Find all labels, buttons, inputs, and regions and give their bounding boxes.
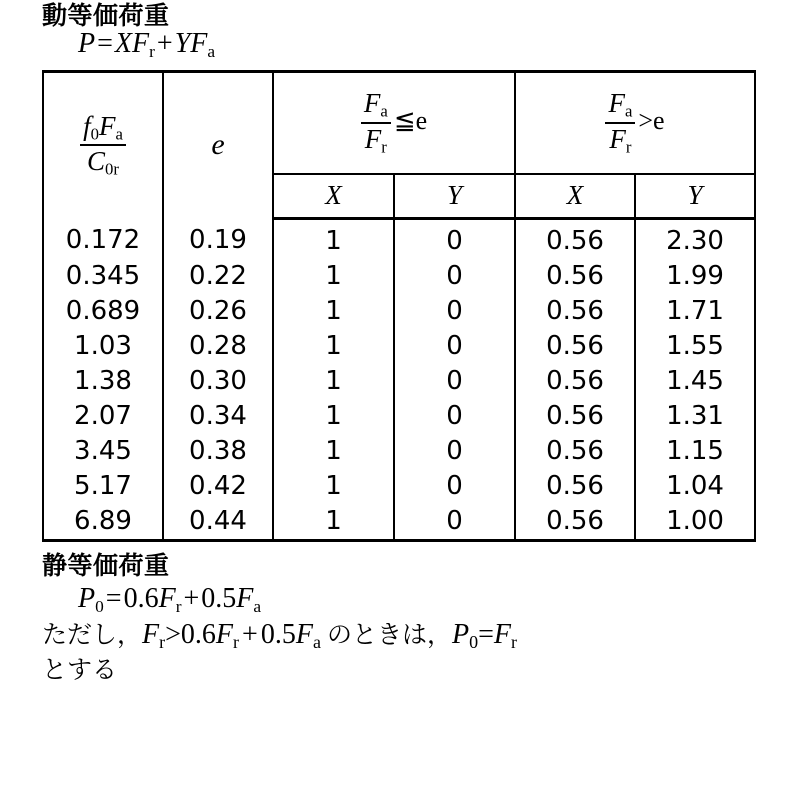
cell-f0fa-c0r: 2.07	[43, 399, 163, 434]
note-fa: F	[295, 619, 313, 651]
cell-gt-y: 1.31	[635, 399, 755, 434]
note-p0: P	[451, 619, 470, 651]
static-formula-coefficient-2: 0.5	[201, 583, 237, 615]
note-fr-subscript: r	[159, 632, 166, 653]
formula-plus: +	[156, 27, 173, 59]
cell-le-x: 1	[273, 294, 394, 329]
cell-gt-y: 1.45	[635, 364, 755, 399]
cell-le-y: 0	[394, 469, 515, 504]
cell-le-y: 0	[394, 329, 515, 364]
cell-le-y: 0	[394, 364, 515, 399]
formula-fr-subscript: r	[149, 41, 155, 61]
cell-e: 0.38	[163, 434, 273, 469]
cell-gt-x: 0.56	[515, 218, 635, 259]
cell-e: 0.19	[163, 218, 273, 259]
header-le-relation: ≦e	[393, 105, 428, 135]
header-gt-x: X	[515, 174, 635, 219]
table-row	[43, 469, 755, 504]
cell-e: 0.28	[163, 329, 273, 364]
header-fa-subscript: a	[115, 124, 123, 144]
note-fr3: F	[493, 619, 511, 651]
cell-e: 0.22	[163, 259, 273, 294]
cell-gt-y: 1.71	[635, 294, 755, 329]
table-row	[43, 294, 755, 329]
cell-le-x: 1	[273, 364, 394, 399]
note-fr2-subscript: r	[233, 632, 240, 653]
cell-le-y: 0	[394, 504, 515, 541]
dynamic-equivalent-load-heading: 動等価荷重	[42, 1, 170, 30]
cell-le-x: 1	[273, 504, 394, 541]
cell-le-y: 0	[394, 399, 515, 434]
header-le-fr: F	[364, 123, 382, 154]
header-fa-over-fr-le-e	[273, 71, 515, 174]
note-p0-subscript: 0	[469, 632, 479, 653]
formula-p: P	[78, 27, 96, 59]
cell-f0fa-c0r: 1.38	[43, 364, 163, 399]
header-c: C	[87, 146, 106, 177]
header-gt-fr-subscript: r	[625, 137, 632, 157]
note-lead-text: ただし，	[42, 620, 143, 650]
cell-f0fa-c0r: 5.17	[43, 469, 163, 504]
note-greater-than: >	[165, 619, 181, 651]
cell-le-y: 0	[394, 218, 515, 259]
cell-e: 0.34	[163, 399, 273, 434]
static-formula-equals: =	[105, 583, 122, 615]
static-equivalent-load-formula	[78, 585, 800, 615]
table-header-row-1	[43, 71, 755, 174]
cell-gt-x: 0.56	[515, 259, 635, 294]
note-fa-subscript: a	[312, 632, 321, 653]
cell-f0fa-c0r: 6.89	[43, 504, 163, 541]
note-coefficient-1: 0.6	[180, 619, 216, 651]
load-factor-table	[42, 70, 756, 542]
cell-le-x: 1	[273, 259, 394, 294]
cell-gt-y: 1.55	[635, 329, 755, 364]
header-gt-y: Y	[635, 174, 755, 219]
header-e: e	[163, 71, 273, 218]
cell-gt-x: 0.56	[515, 469, 635, 504]
table-row	[43, 259, 755, 294]
header-f0fa-over-c0r	[43, 71, 163, 218]
cell-gt-y: 1.15	[635, 434, 755, 469]
cell-le-y: 0	[394, 259, 515, 294]
static-load-condition-note	[42, 617, 800, 685]
formula-equals: =	[97, 27, 113, 59]
formula-fa: F	[190, 27, 208, 59]
cell-gt-x: 0.56	[515, 434, 635, 469]
cell-e: 0.44	[163, 504, 273, 541]
header-le-x: X	[273, 174, 394, 219]
header-le-y: Y	[394, 174, 515, 219]
note-coefficient-2: 0.5	[260, 619, 296, 651]
header-le-fa: F	[363, 88, 381, 119]
note-plus: +	[242, 619, 258, 651]
header-gt-fa-subscript: a	[624, 102, 633, 122]
note-tail-text: とする	[42, 654, 118, 684]
header-le-fr-subscript: r	[381, 137, 387, 157]
note-mid-text: のときは，	[326, 620, 452, 650]
table-row	[43, 329, 755, 364]
dynamic-equivalent-load-formula	[78, 27, 800, 61]
cell-f0fa-c0r: 0.345	[43, 259, 163, 294]
cell-le-x: 1	[273, 434, 394, 469]
static-formula-fa-subscript: a	[253, 597, 262, 617]
cell-le-x: 1	[273, 218, 394, 259]
static-equivalent-load-heading: 静等価荷重	[42, 550, 170, 580]
cell-gt-x: 0.56	[515, 329, 635, 364]
cell-gt-y: 1.99	[635, 259, 755, 294]
static-formula-fr: F	[158, 583, 176, 615]
static-formula-plus: +	[183, 583, 200, 615]
formula-y: Y	[174, 27, 191, 59]
static-formula-fr-subscript: r	[175, 597, 182, 617]
cell-le-x: 1	[273, 329, 394, 364]
cell-gt-x: 0.56	[515, 504, 635, 541]
cell-e: 0.42	[163, 469, 273, 504]
cell-le-x: 1	[273, 469, 394, 504]
header-gt-fa: F	[608, 88, 625, 119]
static-formula-fa: F	[236, 583, 254, 615]
cell-le-x: 1	[273, 399, 394, 434]
static-formula-coefficient-1: 0.6	[123, 583, 159, 615]
cell-e: 0.30	[163, 364, 273, 399]
cell-le-y: 0	[394, 434, 515, 469]
header-gt-fr: F	[609, 123, 626, 154]
header-c-subscript: 0r	[105, 160, 119, 180]
note-fr2: F	[215, 619, 234, 651]
table-row	[43, 218, 755, 259]
note-fr: F	[142, 619, 160, 651]
formula-fr: F	[132, 27, 150, 59]
cell-gt-y: 2.30	[635, 218, 755, 259]
header-fa: F	[98, 111, 116, 142]
formula-x: X	[114, 27, 133, 59]
cell-gt-y: 1.04	[635, 469, 755, 504]
load-factor-table-wrapper	[42, 70, 754, 542]
cell-f0fa-c0r: 0.172	[43, 218, 163, 259]
note-fr3-subscript: r	[510, 632, 517, 653]
cell-gt-x: 0.56	[515, 294, 635, 329]
table-row	[43, 364, 755, 399]
formula-fa-subscript: a	[207, 41, 216, 61]
header-f: f	[83, 111, 91, 142]
table-row	[43, 434, 755, 469]
cell-gt-x: 0.56	[515, 364, 635, 399]
cell-gt-y: 1.00	[635, 504, 755, 541]
header-f-subscript: 0	[90, 124, 99, 144]
note-equals: =	[478, 619, 494, 651]
cell-e: 0.26	[163, 294, 273, 329]
header-gt-relation: >e	[638, 105, 665, 135]
cell-gt-x: 0.56	[515, 399, 635, 434]
table-row	[43, 399, 755, 434]
cell-le-y: 0	[394, 294, 515, 329]
cell-f0fa-c0r: 3.45	[43, 434, 163, 469]
static-formula-p-subscript: 0	[95, 597, 104, 617]
header-fa-over-fr-gt-e	[515, 71, 755, 174]
cell-f0fa-c0r: 0.689	[43, 294, 163, 329]
cell-f0fa-c0r: 1.03	[43, 329, 163, 364]
header-le-fa-subscript: a	[380, 102, 388, 122]
static-formula-p: P	[78, 583, 96, 615]
table-row	[43, 504, 755, 541]
